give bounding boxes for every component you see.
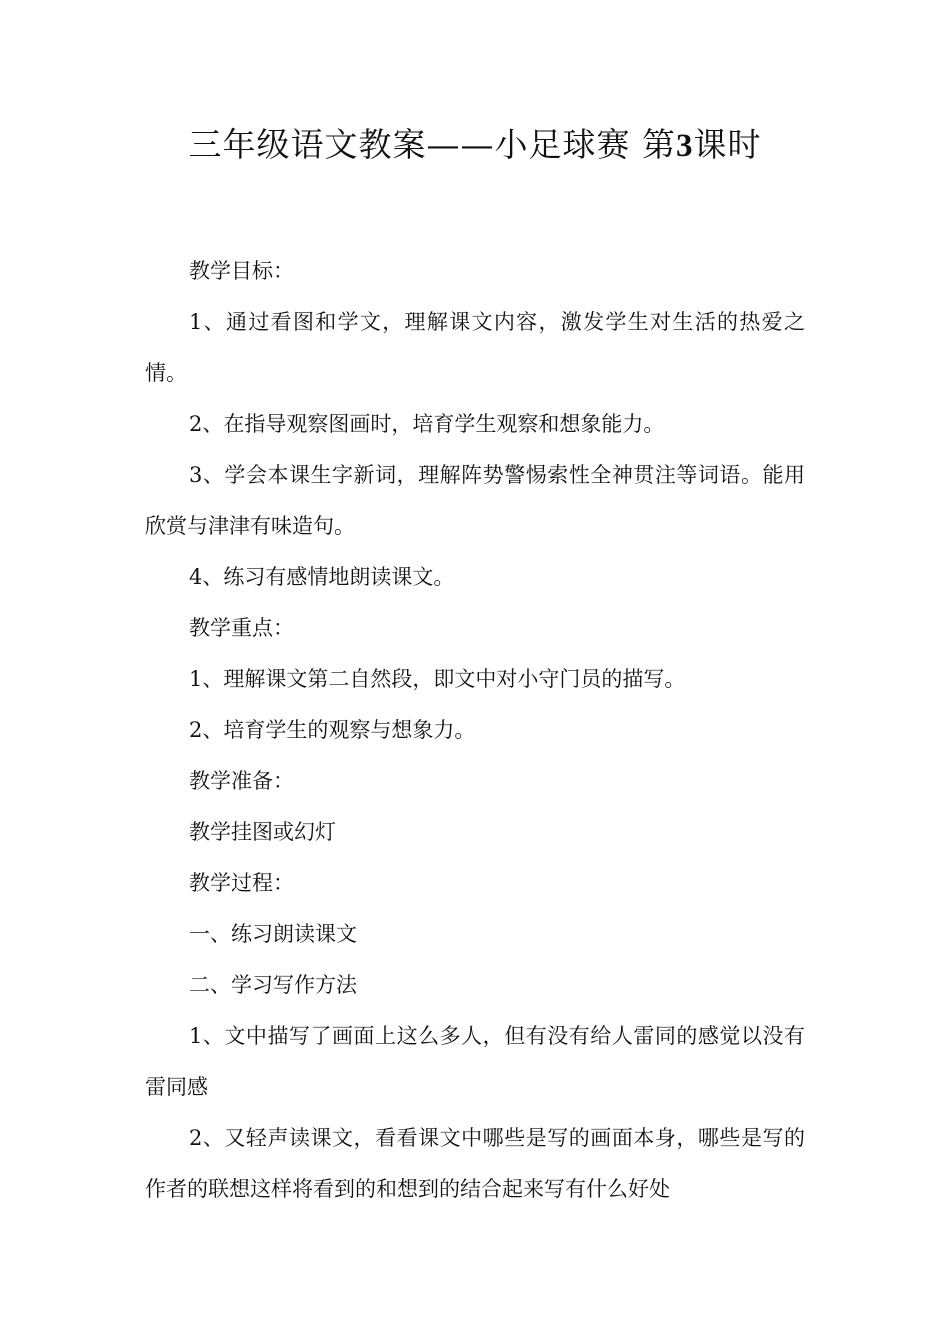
heading-key-points: 教学重点： — [189, 616, 294, 640]
process-step-2: 二、学习写作方法 — [189, 973, 357, 997]
document-body — [145, 246, 805, 1215]
key-point-item-2: 2、培育学生的观察与想象力。 — [189, 718, 476, 742]
key-point-item-1: 1、理解课文第二自然段，即文中对小守门员的描写。 — [189, 667, 686, 691]
title-suffix: 课时 — [693, 125, 762, 164]
goal-item-4: 4、练习有感情地朗读课文。 — [189, 565, 455, 589]
heading-teaching-goals: 教学目标： — [189, 259, 294, 283]
goal-item-2: 2、在指导观察图画时，培育学生观察和想象能力。 — [189, 412, 665, 436]
goal-item-1: 1、通过看图和学文，理解课文内容，激发学生对生活的热爱之情。 — [145, 310, 805, 385]
process-substep-1: 1、文中描写了画面上这么多人，但有没有给人雷同的感觉以没有雷同感 — [145, 1024, 805, 1099]
document-title — [0, 120, 950, 171]
process-substep-2: 2、又轻声读课文，看看课文中哪些是写的画面本身，哪些是写的作者的联想这样将看到的和想到的结合起来写有什么好处 — [145, 1126, 805, 1201]
heading-process: 教学过程： — [189, 871, 294, 895]
title-prefix: 三年级语文教案——小足球赛 第 — [188, 125, 676, 164]
process-step-1: 一、练习朗读课文 — [189, 922, 357, 946]
title-lesson-number: 3 — [676, 128, 694, 164]
goal-item-3: 3、学会本课生字新词，理解阵势警惕索性全神贯注等词语。能用欣赏与津津有味造句。 — [145, 463, 805, 538]
heading-preparation: 教学准备： — [189, 769, 294, 793]
preparation-item: 教学挂图或幻灯 — [189, 820, 336, 844]
